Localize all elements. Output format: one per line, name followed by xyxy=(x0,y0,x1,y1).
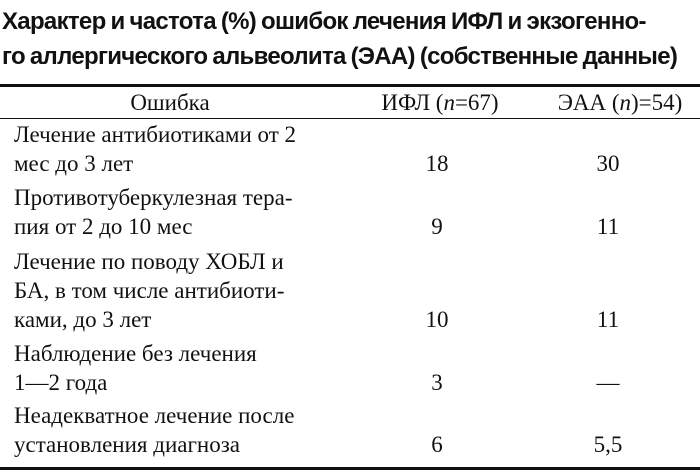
table-row-4-ifl: 3 xyxy=(431,370,443,395)
table-row-1-eaa: 30 xyxy=(596,151,620,176)
table-row-2-ifl: 9 xyxy=(431,214,443,239)
table-bottom-rule xyxy=(0,467,700,470)
table-title xyxy=(2,4,698,74)
table-row-3-ifl: 10 xyxy=(425,307,449,332)
column-header-eaa: ЭАА (n)=54) xyxy=(557,90,683,115)
table-top-rule xyxy=(0,84,700,87)
table-row-1-error: Лечение антибиотиками от 2 мес до 3 лет xyxy=(14,122,297,176)
table-row-3-error: Лечение по поводу ХОБЛ и БА, в том числе антибиоти- ками, до 3 лет xyxy=(14,249,285,332)
table-title-line-2: го аллергического альвеолита (ЭАА) (собственные данные) xyxy=(2,43,678,70)
table-title-line-1: Характер и частота (%) ошибок лечения ИФЛ и экзогенно- xyxy=(2,8,646,35)
table-row-5-ifl: 6 xyxy=(431,432,443,457)
table-row-4-eaa: — xyxy=(596,370,620,395)
table-row-4-error: Наблюдение без лечения 1—2 года xyxy=(14,341,257,395)
table-row-5-error: Неадекватное лечение после установления диагноза xyxy=(14,403,295,457)
table-header-rule xyxy=(0,118,700,119)
table-row-2-error: Противотуберкулезная тера- пия от 2 до 10 мес xyxy=(14,185,293,239)
table-row-1-ifl: 18 xyxy=(425,151,449,176)
table-row-3-eaa: 11 xyxy=(596,307,620,332)
table-row-2-eaa: 11 xyxy=(596,214,620,239)
column-header-ifl: ИФЛ (n=67) xyxy=(381,90,499,115)
table-row-5-eaa: 5,5 xyxy=(593,432,623,457)
column-header-error: Ошибка xyxy=(130,90,210,115)
